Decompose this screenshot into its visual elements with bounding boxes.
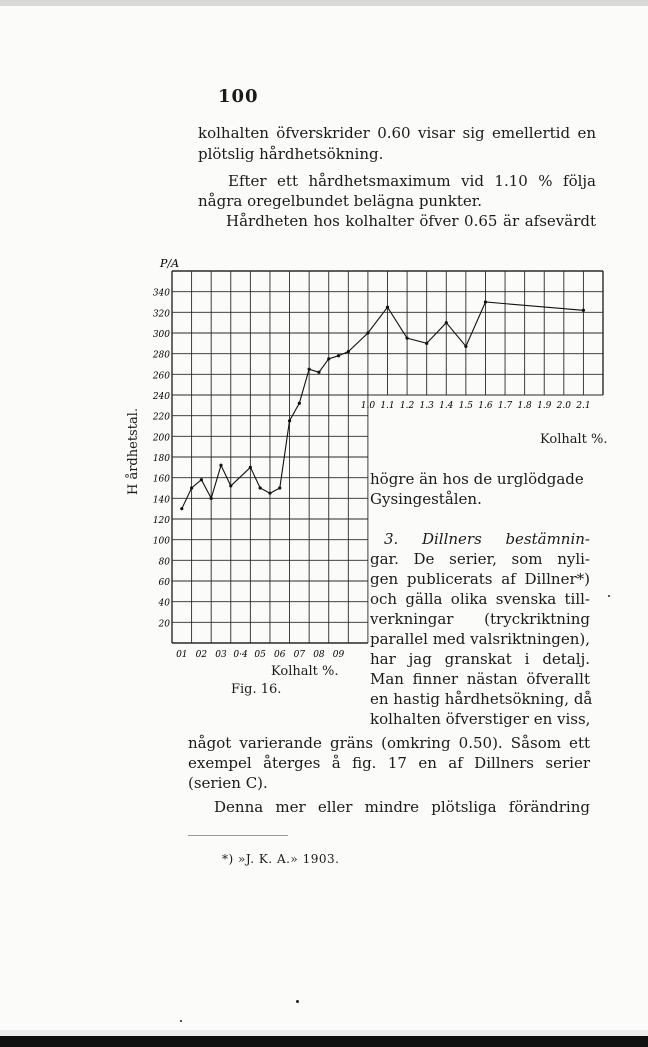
data-point bbox=[268, 492, 271, 495]
y-tick-label: 80 bbox=[158, 557, 170, 568]
text-line: har jag granskat i detalj. bbox=[370, 650, 590, 668]
data-point bbox=[219, 464, 222, 467]
y-tick-label: 40 bbox=[158, 598, 170, 609]
data-point bbox=[425, 342, 428, 345]
text-line: kolhalten öfverskrider 0.60 visar sig emellertid en bbox=[198, 124, 596, 142]
text-line: några oregelbundet belägna punkter. bbox=[198, 192, 483, 210]
x-tick-label: 1.2 bbox=[399, 401, 415, 411]
x-tick-label: 03 bbox=[215, 650, 227, 660]
x-tick-label: 05 bbox=[254, 650, 266, 660]
text-line: Denna mer eller mindre plötsliga förändring bbox=[214, 798, 590, 816]
data-point bbox=[249, 466, 252, 469]
figure-caption: Fig. 16. bbox=[231, 682, 282, 697]
text-line: (serien C). bbox=[188, 774, 268, 792]
text-line: högre än hos de urglödgade bbox=[370, 470, 584, 488]
y-tick-label: 220 bbox=[152, 412, 170, 423]
y-tick-label: 20 bbox=[158, 619, 170, 630]
x-tick-label: 2.1 bbox=[576, 401, 591, 411]
scan-speck bbox=[296, 1000, 299, 1003]
y-tick-label: 280 bbox=[152, 350, 170, 361]
x-axis-label-lower: Kolhalt %. bbox=[271, 664, 339, 679]
text-line: en hastig hårdhetsökning, då bbox=[370, 690, 593, 708]
footnote-rule bbox=[188, 835, 288, 836]
text-line: verkningar (tryckriktning bbox=[370, 610, 590, 628]
text-line: något varierande gräns (omkring 0.50). Såsom ett bbox=[188, 734, 590, 752]
y-tick-label: 240 bbox=[152, 392, 170, 402]
x-tick-label: 1.4 bbox=[439, 401, 454, 411]
data-point bbox=[288, 419, 291, 422]
x-tick-label: 06 bbox=[274, 650, 286, 660]
y-axis-label: H årdhetstal. bbox=[126, 408, 141, 495]
y-tick-label: 180 bbox=[152, 454, 170, 464]
y-tick-label: 100 bbox=[152, 536, 170, 547]
data-point bbox=[327, 357, 330, 360]
y-tick-label: 140 bbox=[152, 495, 170, 506]
x-tick-label: 1.0 bbox=[360, 401, 376, 411]
data-point bbox=[210, 497, 213, 500]
x-axis-label-upper: Kolhalt %. bbox=[540, 432, 608, 447]
x-tick-label: 08 bbox=[313, 650, 325, 660]
text-line: gar. De serier, som nyli- bbox=[370, 550, 590, 568]
data-point bbox=[229, 484, 232, 487]
y-tick-label: 200 bbox=[152, 433, 170, 444]
y-tick-label: 320 bbox=[152, 309, 170, 320]
x-tick-label: 1.3 bbox=[419, 401, 434, 411]
y-tick-label: 120 bbox=[152, 516, 170, 526]
data-point bbox=[190, 486, 193, 489]
data-point bbox=[317, 371, 320, 374]
page-number: 100 bbox=[218, 86, 259, 107]
x-tick-label: 1.8 bbox=[517, 401, 532, 411]
text-line: och gälla olika svenska till- bbox=[370, 590, 590, 608]
text-line: Hårdheten hos kolhalter öfver 0.65 är afsevärdt bbox=[226, 212, 596, 230]
data-point bbox=[366, 331, 369, 334]
data-point bbox=[464, 345, 467, 348]
x-tick-label: 2.0 bbox=[556, 401, 571, 411]
scan-bottom-edge bbox=[0, 1036, 648, 1047]
data-point bbox=[200, 478, 203, 481]
x-tick-label: 1.9 bbox=[537, 401, 552, 411]
data-point bbox=[180, 507, 183, 510]
text-line: exempel återges å fig. 17 en af Dillners serier bbox=[188, 754, 590, 772]
text-line: 3. Dillners bestämnin- bbox=[384, 530, 590, 548]
x-tick-label: 07 bbox=[293, 650, 306, 660]
data-point bbox=[347, 350, 350, 353]
data-point bbox=[445, 321, 448, 324]
x-tick-label: 1.7 bbox=[497, 401, 513, 411]
x-tick-label: 01 bbox=[176, 650, 188, 660]
text-line: Gysingestålen. bbox=[370, 490, 482, 508]
y-tick-label: 300 bbox=[152, 330, 170, 340]
y-tick-label: 340 bbox=[152, 288, 170, 299]
y-tick-label: 260 bbox=[152, 371, 170, 382]
x-tick-label: 02 bbox=[195, 650, 208, 660]
x-tick-label: 1.6 bbox=[478, 401, 493, 411]
y-tick-label: 160 bbox=[152, 474, 170, 485]
data-point bbox=[278, 486, 281, 489]
text-line: Man finner nästan öfverallt bbox=[370, 670, 590, 688]
data-point bbox=[405, 337, 408, 340]
text-line: gen publicerats af Dillner*) bbox=[370, 570, 590, 588]
text-line: Efter ett hårdhetsmaximum vid 1.10 % följa bbox=[228, 172, 596, 190]
data-point bbox=[484, 300, 487, 303]
data-point bbox=[298, 402, 301, 405]
data-point bbox=[582, 309, 585, 312]
scan-speck bbox=[608, 595, 610, 597]
data-point bbox=[308, 368, 311, 371]
x-tick-label: 09 bbox=[332, 650, 345, 660]
footnote: *) »J. K. A.» 1903. bbox=[222, 852, 340, 866]
text-line: kolhalten öfverstiger en viss, bbox=[370, 710, 591, 728]
x-tick-label: 1.5 bbox=[458, 401, 474, 411]
text-line: parallel med valsriktningen), bbox=[370, 630, 591, 648]
data-point bbox=[337, 354, 340, 357]
data-point bbox=[259, 486, 262, 489]
x-tick-label: 1.1 bbox=[380, 401, 395, 411]
scan-speck bbox=[180, 1020, 182, 1022]
data-point bbox=[386, 306, 389, 309]
x-tick-label: 0·4 bbox=[233, 650, 248, 660]
corner-label: P/A bbox=[160, 257, 180, 270]
y-tick-label: 60 bbox=[158, 578, 170, 588]
text-line: plötslig hårdhetsökning. bbox=[198, 145, 384, 163]
